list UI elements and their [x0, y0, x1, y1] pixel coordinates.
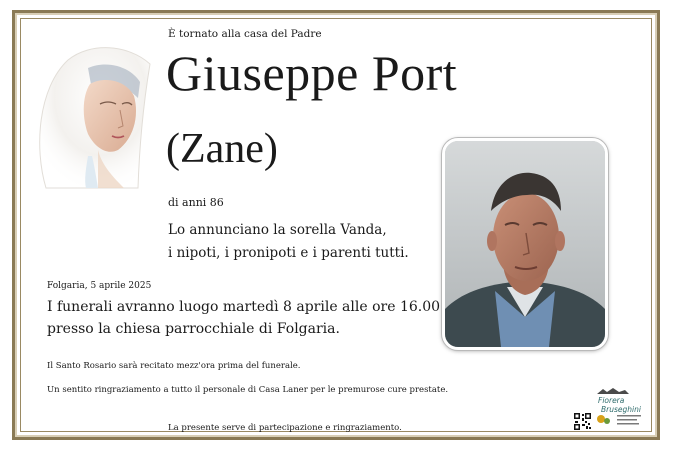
announcement-line-1: Lo annunciano la sorella Vanda, [168, 222, 387, 238]
portrait-photo [442, 138, 608, 350]
rosary-note: Il Santo Rosario sarà recitato mezz'ora prima del funerale. [47, 361, 301, 371]
deceased-age: di anni 86 [168, 196, 224, 209]
intro-text: È tornato alla casa del Padre [168, 28, 322, 40]
thanks-note: Un sentito ringraziamento a tutto il personale di Casa Laner per le premurose cure prestate. [47, 385, 449, 395]
deceased-nickname: (Zane) [166, 126, 278, 172]
announcement-line-2: i nipoti, i pronipoti e i parenti tutti. [168, 245, 409, 261]
place-date: Folgaria, 5 aprile 2025 [47, 281, 152, 291]
agency-name-line-2: Bruseghini [601, 405, 641, 414]
closing-note: La presente serve di partecipazione e ringraziamento. [168, 423, 402, 433]
funeral-line-1: I funerali avranno luogo martedì 8 aprile alle ore 16.00 [47, 299, 441, 315]
deceased-name: Giuseppe Port [166, 45, 458, 101]
funeral-line-2: presso la chiesa parrocchiale di Folgaria. [47, 321, 340, 337]
madonna-image [28, 38, 156, 190]
agency-logo-icon [573, 386, 651, 432]
agency-name-line-1: Fiorera [598, 396, 625, 405]
